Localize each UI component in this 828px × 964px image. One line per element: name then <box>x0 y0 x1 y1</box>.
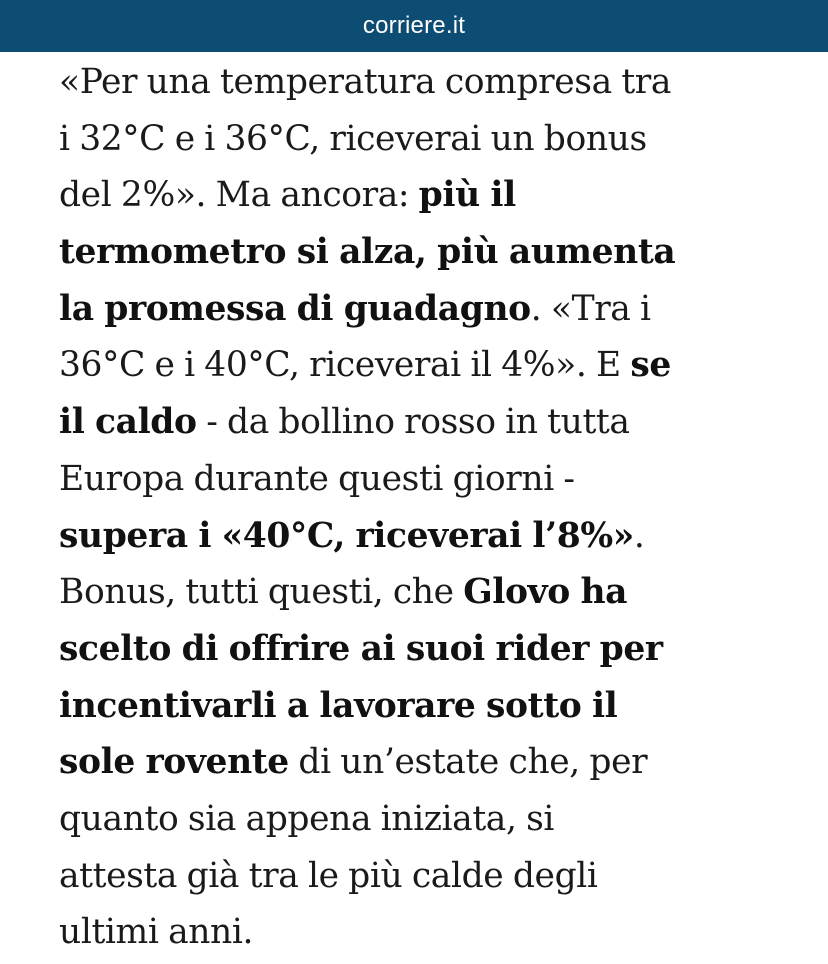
text-segment: . «Tra i <box>530 288 651 329</box>
bold-text-segment: scelto di offrire ai suoi rider per <box>59 628 663 669</box>
text-segment: i 32°C e i 36°C, riceverai un bonus <box>59 118 647 159</box>
article-line <box>59 224 799 281</box>
site-domain-label[interactable]: corriere.it <box>362 12 466 39</box>
article-line <box>59 621 799 678</box>
bold-text-segment: Glovo ha <box>463 572 628 613</box>
article-line <box>59 848 799 905</box>
text-segment: 36°C e i 40°C, riceverai il 4%». E <box>59 345 631 386</box>
text-segment: «Per una temperatura compresa tra <box>59 62 672 102</box>
article-line <box>59 734 799 791</box>
article-line <box>59 904 799 961</box>
text-segment: quanto sia appena iniziata, si <box>59 798 555 839</box>
bold-text-segment: incentivarli a lavorare sotto il <box>59 685 618 726</box>
text-segment: di un’estate che, per <box>288 742 648 783</box>
bold-text-segment: supera i «40°C, riceverai l’8%» <box>59 515 634 556</box>
bold-text-segment: sole rovente <box>59 742 289 783</box>
article-line <box>59 508 799 565</box>
article-line <box>59 281 799 338</box>
text-segment: . <box>633 515 645 556</box>
article-line <box>59 678 799 735</box>
browser-address-bar[interactable] <box>0 0 828 52</box>
text-segment: Europa durante questi giorni - <box>59 458 575 499</box>
text-segment: ultimi anni. <box>59 912 254 953</box>
article-line <box>59 337 799 394</box>
article-body <box>59 54 799 961</box>
article-line <box>59 451 799 508</box>
article-line <box>59 394 799 451</box>
bold-text-segment: la promessa di guadagno <box>59 288 531 329</box>
bold-text-segment: termometro si alza, più aumenta <box>59 232 676 273</box>
article-line <box>59 791 799 848</box>
article-line <box>59 111 799 168</box>
text-segment: Bonus, tutti questi, che <box>59 572 464 613</box>
bold-text-segment: il caldo <box>59 402 197 443</box>
article-line <box>59 564 799 621</box>
bold-text-segment: se <box>630 345 671 386</box>
bold-text-segment: più il <box>418 175 516 216</box>
article-line <box>59 167 799 224</box>
text-segment: del 2%». Ma ancora: <box>59 175 419 216</box>
text-segment: attesta già tra le più calde degli <box>59 855 598 896</box>
article-line <box>59 54 799 111</box>
text-segment: - da bollino rosso in tutta <box>196 402 630 443</box>
